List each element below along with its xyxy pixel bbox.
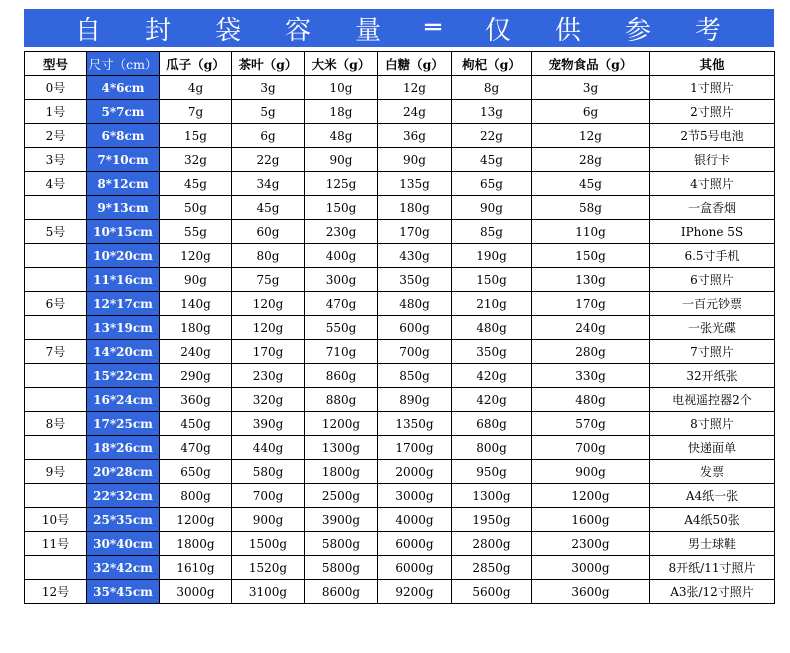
cell-other: 6.5寸手机 bbox=[650, 244, 775, 268]
cell-rice: 18g bbox=[305, 100, 378, 124]
cell-sugar: 9200g bbox=[378, 580, 452, 604]
cell-size: 12*17cm bbox=[87, 292, 160, 316]
table-row bbox=[25, 364, 775, 388]
cell-model bbox=[25, 196, 87, 220]
cell-pet-food: 58g bbox=[532, 196, 650, 220]
table-row bbox=[25, 580, 775, 604]
cell-melon-seeds: 1200g bbox=[160, 508, 232, 532]
title-char: 参 bbox=[624, 15, 653, 46]
cell-tea: 5g bbox=[232, 100, 305, 124]
cell-sugar: 850g bbox=[378, 364, 452, 388]
table-row bbox=[25, 340, 775, 364]
table-header-row bbox=[25, 52, 775, 76]
table-row bbox=[25, 220, 775, 244]
cell-goji: 350g bbox=[452, 340, 532, 364]
cell-model: 12号 bbox=[25, 580, 87, 604]
cell-melon-seeds: 4g bbox=[160, 76, 232, 100]
cell-other: 2寸照片 bbox=[650, 100, 775, 124]
cell-sugar: 180g bbox=[378, 196, 452, 220]
title-char: 封 bbox=[145, 15, 174, 46]
cell-melon-seeds: 90g bbox=[160, 268, 232, 292]
title-char: ═ bbox=[425, 13, 443, 43]
cell-sugar: 4000g bbox=[378, 508, 452, 532]
table-row bbox=[25, 484, 775, 508]
cell-tea: 60g bbox=[232, 220, 305, 244]
table-row bbox=[25, 436, 775, 460]
cell-model: 2号 bbox=[25, 124, 87, 148]
cell-melon-seeds: 7g bbox=[160, 100, 232, 124]
cell-goji: 800g bbox=[452, 436, 532, 460]
table-row bbox=[25, 292, 775, 316]
cell-other: 发票 bbox=[650, 460, 775, 484]
cell-rice: 710g bbox=[305, 340, 378, 364]
cell-goji: 1300g bbox=[452, 484, 532, 508]
cell-melon-seeds: 3000g bbox=[160, 580, 232, 604]
cell-melon-seeds: 15g bbox=[160, 124, 232, 148]
cell-model: 3号 bbox=[25, 148, 87, 172]
cell-model bbox=[25, 268, 87, 292]
cell-melon-seeds: 450g bbox=[160, 412, 232, 436]
capacity-table bbox=[24, 51, 775, 604]
cell-melon-seeds: 1800g bbox=[160, 532, 232, 556]
cell-sugar: 6000g bbox=[378, 532, 452, 556]
cell-rice: 1300g bbox=[305, 436, 378, 460]
cell-model: 6号 bbox=[25, 292, 87, 316]
cell-other: A4纸50张 bbox=[650, 508, 775, 532]
cell-rice: 3900g bbox=[305, 508, 378, 532]
cell-size: 5*7cm bbox=[87, 100, 160, 124]
cell-sugar: 3000g bbox=[378, 484, 452, 508]
cell-rice: 1800g bbox=[305, 460, 378, 484]
cell-melon-seeds: 180g bbox=[160, 316, 232, 340]
cell-melon-seeds: 800g bbox=[160, 484, 232, 508]
cell-pet-food: 110g bbox=[532, 220, 650, 244]
cell-melon-seeds: 50g bbox=[160, 196, 232, 220]
cell-pet-food: 28g bbox=[532, 148, 650, 172]
title-char: 供 bbox=[554, 15, 583, 46]
cell-tea: 3g bbox=[232, 76, 305, 100]
cell-size: 9*13cm bbox=[87, 196, 160, 220]
cell-model: 11号 bbox=[25, 532, 87, 556]
cell-tea: 700g bbox=[232, 484, 305, 508]
cell-size: 30*40cm bbox=[87, 532, 160, 556]
table-row bbox=[25, 460, 775, 484]
cell-rice: 880g bbox=[305, 388, 378, 412]
cell-size: 20*28cm bbox=[87, 460, 160, 484]
cell-rice: 400g bbox=[305, 244, 378, 268]
cell-pet-food: 170g bbox=[532, 292, 650, 316]
cell-sugar: 1700g bbox=[378, 436, 452, 460]
cell-sugar: 6000g bbox=[378, 556, 452, 580]
cell-size: 4*6cm bbox=[87, 76, 160, 100]
cell-pet-food: 330g bbox=[532, 364, 650, 388]
cell-rice: 2500g bbox=[305, 484, 378, 508]
cell-model: 10号 bbox=[25, 508, 87, 532]
title-char: 容 bbox=[285, 15, 314, 46]
header-model: 型号 bbox=[25, 52, 87, 76]
cell-rice: 300g bbox=[305, 268, 378, 292]
cell-size: 16*24cm bbox=[87, 388, 160, 412]
cell-goji: 5600g bbox=[452, 580, 532, 604]
cell-pet-food: 2300g bbox=[532, 532, 650, 556]
cell-size: 11*16cm bbox=[87, 268, 160, 292]
cell-size: 10*15cm bbox=[87, 220, 160, 244]
cell-melon-seeds: 45g bbox=[160, 172, 232, 196]
cell-other: 8开纸/11寸照片 bbox=[650, 556, 775, 580]
table-row bbox=[25, 316, 775, 340]
page-title bbox=[24, 9, 774, 47]
cell-melon-seeds: 55g bbox=[160, 220, 232, 244]
table-row bbox=[25, 508, 775, 532]
cell-pet-food: 480g bbox=[532, 388, 650, 412]
cell-goji: 1950g bbox=[452, 508, 532, 532]
cell-tea: 75g bbox=[232, 268, 305, 292]
cell-other: 男士球鞋 bbox=[650, 532, 775, 556]
cell-rice: 230g bbox=[305, 220, 378, 244]
cell-size: 18*26cm bbox=[87, 436, 160, 460]
cell-goji: 85g bbox=[452, 220, 532, 244]
cell-goji: 2800g bbox=[452, 532, 532, 556]
cell-sugar: 2000g bbox=[378, 460, 452, 484]
table-row bbox=[25, 532, 775, 556]
header-size: 尺寸（cm） bbox=[87, 52, 160, 76]
cell-goji: 420g bbox=[452, 364, 532, 388]
cell-rice: 470g bbox=[305, 292, 378, 316]
cell-other: 一盒香烟 bbox=[650, 196, 775, 220]
cell-pet-food: 3600g bbox=[532, 580, 650, 604]
cell-sugar: 600g bbox=[378, 316, 452, 340]
cell-goji: 22g bbox=[452, 124, 532, 148]
header-melon-seeds: 瓜子（g） bbox=[160, 52, 232, 76]
cell-pet-food: 6g bbox=[532, 100, 650, 124]
title-char: 仅 bbox=[484, 15, 513, 46]
cell-tea: 320g bbox=[232, 388, 305, 412]
cell-tea: 120g bbox=[232, 292, 305, 316]
header-rice: 大米（g） bbox=[305, 52, 378, 76]
header-sugar: 白糖（g） bbox=[378, 52, 452, 76]
cell-model: 7号 bbox=[25, 340, 87, 364]
table-row bbox=[25, 268, 775, 292]
title-char: 量 bbox=[355, 15, 384, 46]
cell-other: 8寸照片 bbox=[650, 412, 775, 436]
cell-size: 7*10cm bbox=[87, 148, 160, 172]
cell-pet-food: 280g bbox=[532, 340, 650, 364]
cell-other: 一张光碟 bbox=[650, 316, 775, 340]
cell-rice: 48g bbox=[305, 124, 378, 148]
cell-goji: 65g bbox=[452, 172, 532, 196]
cell-model bbox=[25, 484, 87, 508]
cell-goji: 8g bbox=[452, 76, 532, 100]
cell-size: 25*35cm bbox=[87, 508, 160, 532]
cell-goji: 190g bbox=[452, 244, 532, 268]
cell-goji: 950g bbox=[452, 460, 532, 484]
cell-other: 7寸照片 bbox=[650, 340, 775, 364]
cell-pet-food: 45g bbox=[532, 172, 650, 196]
cell-sugar: 350g bbox=[378, 268, 452, 292]
cell-tea: 120g bbox=[232, 316, 305, 340]
cell-tea: 34g bbox=[232, 172, 305, 196]
cell-size: 35*45cm bbox=[87, 580, 160, 604]
header-tea: 茶叶（g） bbox=[232, 52, 305, 76]
cell-tea: 3100g bbox=[232, 580, 305, 604]
table-row bbox=[25, 172, 775, 196]
cell-model bbox=[25, 244, 87, 268]
cell-melon-seeds: 140g bbox=[160, 292, 232, 316]
cell-sugar: 1350g bbox=[378, 412, 452, 436]
cell-sugar: 135g bbox=[378, 172, 452, 196]
table-row bbox=[25, 100, 775, 124]
title-char: 考 bbox=[694, 15, 723, 46]
table-body bbox=[25, 76, 775, 604]
cell-other: 2节5号电池 bbox=[650, 124, 775, 148]
cell-other: 6寸照片 bbox=[650, 268, 775, 292]
cell-tea: 45g bbox=[232, 196, 305, 220]
cell-pet-food: 570g bbox=[532, 412, 650, 436]
header-goji: 枸杞（g） bbox=[452, 52, 532, 76]
cell-other: A4纸一张 bbox=[650, 484, 775, 508]
cell-pet-food: 150g bbox=[532, 244, 650, 268]
cell-tea: 440g bbox=[232, 436, 305, 460]
cell-tea: 230g bbox=[232, 364, 305, 388]
cell-rice: 150g bbox=[305, 196, 378, 220]
cell-model: 8号 bbox=[25, 412, 87, 436]
cell-model bbox=[25, 556, 87, 580]
cell-other: 1寸照片 bbox=[650, 76, 775, 100]
cell-size: 14*20cm bbox=[87, 340, 160, 364]
cell-melon-seeds: 650g bbox=[160, 460, 232, 484]
cell-other: 银行卡 bbox=[650, 148, 775, 172]
cell-pet-food: 12g bbox=[532, 124, 650, 148]
cell-goji: 45g bbox=[452, 148, 532, 172]
cell-tea: 22g bbox=[232, 148, 305, 172]
header-other: 其他 bbox=[650, 52, 775, 76]
cell-goji: 480g bbox=[452, 316, 532, 340]
cell-model: 0号 bbox=[25, 76, 87, 100]
cell-model bbox=[25, 364, 87, 388]
cell-tea: 580g bbox=[232, 460, 305, 484]
table-row bbox=[25, 124, 775, 148]
cell-pet-food: 1600g bbox=[532, 508, 650, 532]
cell-tea: 390g bbox=[232, 412, 305, 436]
cell-tea: 1520g bbox=[232, 556, 305, 580]
cell-sugar: 480g bbox=[378, 292, 452, 316]
cell-size: 13*19cm bbox=[87, 316, 160, 340]
table-row bbox=[25, 76, 775, 100]
cell-other: 32开纸张 bbox=[650, 364, 775, 388]
cell-melon-seeds: 32g bbox=[160, 148, 232, 172]
cell-other: IPhone 5S bbox=[650, 220, 775, 244]
cell-melon-seeds: 470g bbox=[160, 436, 232, 460]
cell-goji: 210g bbox=[452, 292, 532, 316]
cell-rice: 5800g bbox=[305, 532, 378, 556]
cell-rice: 90g bbox=[305, 148, 378, 172]
cell-model bbox=[25, 436, 87, 460]
cell-tea: 900g bbox=[232, 508, 305, 532]
cell-goji: 90g bbox=[452, 196, 532, 220]
cell-other: 一百元钞票 bbox=[650, 292, 775, 316]
cell-sugar: 700g bbox=[378, 340, 452, 364]
title-char: 自 bbox=[75, 15, 104, 46]
cell-tea: 170g bbox=[232, 340, 305, 364]
table-row bbox=[25, 244, 775, 268]
cell-rice: 10g bbox=[305, 76, 378, 100]
cell-model: 5号 bbox=[25, 220, 87, 244]
title-char: 袋 bbox=[215, 15, 244, 46]
cell-model bbox=[25, 316, 87, 340]
cell-size: 6*8cm bbox=[87, 124, 160, 148]
table-row bbox=[25, 412, 775, 436]
cell-sugar: 24g bbox=[378, 100, 452, 124]
cell-goji: 420g bbox=[452, 388, 532, 412]
cell-sugar: 12g bbox=[378, 76, 452, 100]
cell-melon-seeds: 360g bbox=[160, 388, 232, 412]
cell-pet-food: 3000g bbox=[532, 556, 650, 580]
cell-other: 电视遥控器2个 bbox=[650, 388, 775, 412]
cell-sugar: 170g bbox=[378, 220, 452, 244]
cell-tea: 80g bbox=[232, 244, 305, 268]
table-row bbox=[25, 556, 775, 580]
cell-pet-food: 240g bbox=[532, 316, 650, 340]
cell-rice: 860g bbox=[305, 364, 378, 388]
cell-rice: 1200g bbox=[305, 412, 378, 436]
cell-size: 22*32cm bbox=[87, 484, 160, 508]
cell-goji: 2850g bbox=[452, 556, 532, 580]
cell-pet-food: 1200g bbox=[532, 484, 650, 508]
cell-goji: 680g bbox=[452, 412, 532, 436]
cell-sugar: 430g bbox=[378, 244, 452, 268]
cell-pet-food: 130g bbox=[532, 268, 650, 292]
cell-pet-food: 3g bbox=[532, 76, 650, 100]
cell-size: 8*12cm bbox=[87, 172, 160, 196]
cell-melon-seeds: 240g bbox=[160, 340, 232, 364]
cell-other: 快递面单 bbox=[650, 436, 775, 460]
cell-melon-seeds: 1610g bbox=[160, 556, 232, 580]
cell-sugar: 36g bbox=[378, 124, 452, 148]
cell-pet-food: 900g bbox=[532, 460, 650, 484]
cell-rice: 125g bbox=[305, 172, 378, 196]
cell-pet-food: 700g bbox=[532, 436, 650, 460]
cell-size: 10*20cm bbox=[87, 244, 160, 268]
cell-size: 17*25cm bbox=[87, 412, 160, 436]
cell-melon-seeds: 120g bbox=[160, 244, 232, 268]
table-row bbox=[25, 148, 775, 172]
cell-model: 4号 bbox=[25, 172, 87, 196]
cell-goji: 13g bbox=[452, 100, 532, 124]
cell-other: A3张/12寸照片 bbox=[650, 580, 775, 604]
cell-model bbox=[25, 388, 87, 412]
cell-model: 1号 bbox=[25, 100, 87, 124]
cell-melon-seeds: 290g bbox=[160, 364, 232, 388]
cell-rice: 8600g bbox=[305, 580, 378, 604]
cell-model: 9号 bbox=[25, 460, 87, 484]
table-row bbox=[25, 196, 775, 220]
cell-tea: 1500g bbox=[232, 532, 305, 556]
cell-tea: 6g bbox=[232, 124, 305, 148]
header-pet-food: 宠物食品（g） bbox=[532, 52, 650, 76]
cell-goji: 150g bbox=[452, 268, 532, 292]
cell-size: 32*42cm bbox=[87, 556, 160, 580]
cell-other: 4寸照片 bbox=[650, 172, 775, 196]
cell-rice: 5800g bbox=[305, 556, 378, 580]
cell-sugar: 890g bbox=[378, 388, 452, 412]
cell-sugar: 90g bbox=[378, 148, 452, 172]
table-row bbox=[25, 388, 775, 412]
cell-rice: 550g bbox=[305, 316, 378, 340]
cell-size: 15*22cm bbox=[87, 364, 160, 388]
